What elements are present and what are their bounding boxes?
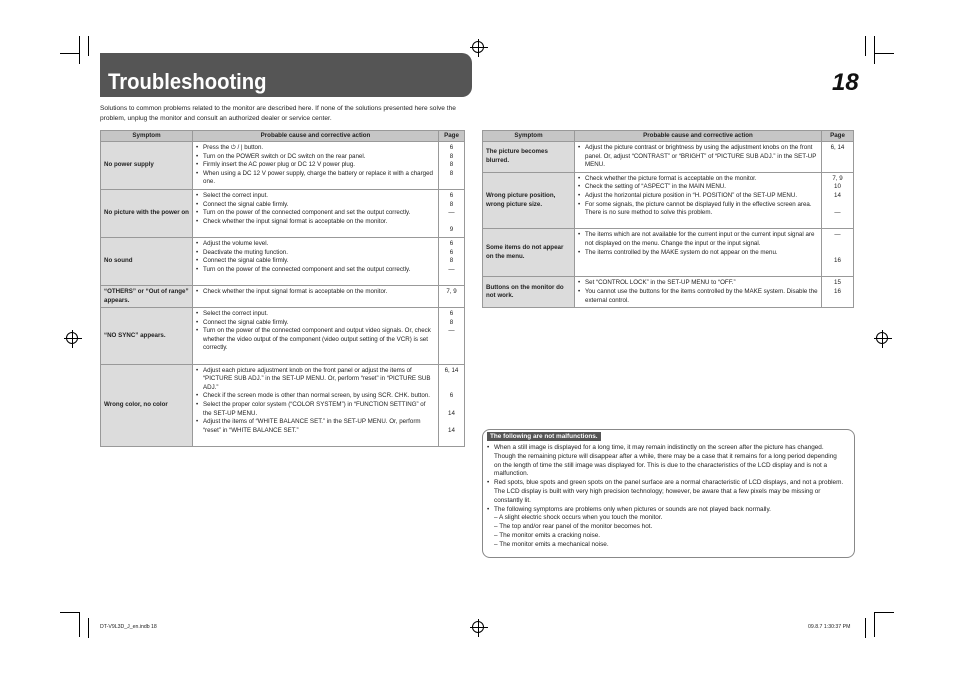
cause-cell: [193, 237, 439, 285]
cause-item: • Select the proper color system (“COLOR SYSTEM”) in “FUNCTION SETTING” of the SET-UP MENU.: [196, 401, 435, 418]
table-row: [101, 237, 465, 285]
crop-mark: [79, 36, 80, 64]
note-item: • When a still image is displayed for a long time, it may remain indistinctly on the screen after the picture has changed. Though the remaining picture will disappear after a while, there may be a case that it remains for a long period depending on the length of time the still image was displayed for. This is due to the characteristics of the LCD display and is not a malfunction.: [487, 444, 845, 479]
crop-mark: [865, 36, 866, 56]
page-ref: [442, 384, 461, 393]
table-row: [483, 172, 854, 229]
page-ref: [825, 249, 850, 258]
crop-mark: [60, 53, 80, 54]
page-ref: 8: [449, 152, 454, 160]
symptom-header: Symptom: [101, 131, 193, 142]
cause-item: • Adjust each picture adjustment knob on the front panel or adjust the items of “PICTURE SUB ADJ.” in the SET-UP MENU. Or, perform “reset” in “PICTURE SUB ADJ.”: [196, 367, 435, 393]
symptom-cell: Wrong color, no color: [101, 364, 193, 446]
page-ref: —: [834, 231, 841, 239]
crop-mark: [874, 612, 894, 613]
note-item: • The following symptoms are problems only when pictures or sounds are not played back normally.: [487, 506, 845, 515]
page-ref: 8: [449, 318, 454, 326]
cause-item: • Adjust the volume level.: [196, 240, 435, 249]
table-row: [101, 189, 465, 237]
footer-timestamp: 09.8.7 1:30:37 PM: [808, 624, 851, 630]
page-ref: 16: [834, 287, 841, 295]
cause-cell: [193, 189, 439, 237]
page-ref: —: [448, 209, 455, 217]
page-ref: 8: [449, 169, 454, 177]
page-ref: 14: [834, 191, 841, 199]
symptom-cell: The picture becomes blurred.: [483, 142, 575, 173]
cause-item: • Check whether the input signal format is acceptable on the monitor.: [196, 288, 435, 297]
page-ref: [825, 161, 850, 170]
page-header: Page: [439, 131, 465, 142]
page-ref: 7, 9: [832, 174, 843, 182]
page-ref: —: [448, 327, 455, 335]
cause-item: • Firmly insert the AC power plug or DC 12 V power plug.: [196, 161, 435, 170]
page-ref: [442, 375, 461, 384]
cause-item: • Adjust the picture contrast or brightness by using the adjustment knobs on the front panel. Or, adjust “CONTRAST” or “BRIGHT” of “PICTURE SUB ADJ.” in the SET-UP MENU.: [578, 144, 818, 170]
page-ref: 7, 9: [446, 287, 457, 295]
crop-mark: [88, 36, 89, 56]
page-title: Troubleshooting: [108, 69, 267, 94]
cause-item: • Connect the signal cable firmly.: [196, 201, 435, 210]
table-row: [483, 277, 854, 308]
page-ref: 6: [449, 248, 454, 256]
cause-item: • Set “CONTROL LOCK” in the SET-UP MENU to “OFF.”: [578, 279, 818, 288]
cause-item: • For some signals, the picture cannot be displayed fully in the effective screen area. There is no sure method to solve this problem.: [578, 201, 818, 218]
symptom-cell: “NO SYNC” appears.: [101, 308, 193, 365]
crop-mark: [874, 36, 875, 64]
cause-cell: [575, 229, 822, 277]
note-sub-item: – The top and/or rear panel of the monitor becomes hot.: [494, 523, 653, 531]
cause-item: • Connect the signal cable firmly.: [196, 319, 435, 328]
symptom-cell: No sound: [101, 237, 193, 285]
page-ref: [825, 297, 850, 306]
page-ref: [442, 336, 461, 345]
cause-item: • Deactivate the muting function.: [196, 249, 435, 258]
page-ref-cell: [439, 142, 465, 190]
cause-item: • Check whether the input signal format is acceptable on the monitor.: [196, 218, 435, 227]
crop-mark: [88, 618, 89, 638]
page-ref: 6: [449, 191, 454, 199]
page-ref: [442, 353, 461, 362]
page-ref-cell: [822, 277, 854, 308]
registration-mark: [472, 621, 484, 633]
table-row: [101, 142, 465, 190]
note-sub-item: – A slight electric shock occurs when you touch the monitor.: [494, 514, 663, 522]
cause-item: • Turn on the power of the connected component and set the output correctly.: [196, 266, 435, 275]
crop-mark: [79, 612, 80, 637]
page-ref: [442, 218, 461, 227]
symptom-cell: “OTHERS” or “Out of range” appears.: [101, 285, 193, 307]
page-number: 18: [832, 69, 859, 96]
crop-mark: [60, 612, 80, 613]
page-ref: 6, 14: [444, 366, 459, 374]
symptom-cell: Wrong picture position, wrong picture size.: [483, 172, 575, 229]
page-ref-cell: [822, 142, 854, 173]
page-ref-cell: [439, 308, 465, 365]
page-ref: 14: [448, 426, 455, 434]
cause-item: • Adjust the horizontal picture position in “H. POSITION” of the SET-UP MENU.: [578, 192, 818, 201]
troubleshooting-table-left: [100, 130, 465, 447]
registration-mark: [472, 41, 484, 53]
page-ref: [442, 274, 461, 283]
cause-cell: [193, 308, 439, 365]
cause-item: • Turn on the power of the connected component and output video signals. Or, check whether the video output of the component (video output setting of the VCR) is set correctly.: [196, 327, 435, 353]
page-ref: [825, 266, 850, 275]
cause-item: • Turn on the power of the connected component and set the output correctly.: [196, 209, 435, 218]
cause-item: • Adjust the items of “WHITE BALANCE SET.” in the SET-UP MENU. Or, perform “reset” in “WHITE BALANCE SET.”: [196, 418, 435, 435]
crop-mark: [865, 618, 866, 638]
note-sub-item: – The monitor emits a mechanical noise.: [494, 540, 609, 548]
page-ref: [442, 418, 461, 427]
cause-cell: [193, 364, 439, 446]
cause-item: • Press the ⏻ / | button.: [196, 144, 435, 153]
page-ref: 6, 14: [830, 144, 845, 151]
cause-item: • Check whether the picture format is acceptable on the monitor.: [578, 175, 818, 184]
symptom-cell: Buttons on the monitor do not work.: [483, 277, 575, 308]
page-ref-cell: [439, 189, 465, 237]
table-row: [483, 142, 854, 173]
page-ref-cell: [439, 364, 465, 446]
page-ref: [825, 153, 850, 162]
symptom-header: Symptom: [483, 131, 575, 142]
page-ref: 9: [449, 226, 454, 234]
symptom-cell: No power supply: [101, 142, 193, 190]
page-ref-cell: [439, 285, 465, 307]
table-row: [101, 364, 465, 446]
footer-file-info: DT-V9L3D_J_en.indb 18: [100, 624, 157, 630]
page-ref: 6: [449, 239, 454, 247]
symptom-cell: No picture with the power on: [101, 189, 193, 237]
page-ref: 14: [448, 409, 455, 417]
page-ref: [825, 201, 850, 210]
cause-item: • You cannot use the buttons for the items controlled by the MAKE system. Disable the external control.: [578, 288, 818, 305]
page-ref: [825, 218, 850, 227]
cause-item: • The items which are not available for the current input or the current input signal are not displayed on the menu. Change the input or the input signal.: [578, 231, 818, 248]
cause-cell: [193, 142, 439, 190]
symptom-cell: Some items do not appear on the menu.: [483, 229, 575, 277]
note-sub-item: – The monitor emits a cracking noise.: [494, 531, 601, 539]
crop-mark: [874, 612, 875, 637]
page-ref-cell: [822, 229, 854, 277]
cause-item: • Check if the screen mode is other than normal screen, by using SCR. CHK. button.: [196, 392, 435, 401]
cause-item: • The items controlled by the MAKE system do not appear on the menu.: [578, 249, 818, 258]
page-ref: [442, 344, 461, 353]
page-ref: 16: [834, 257, 841, 265]
page-ref: [442, 435, 461, 444]
page-ref: 8: [449, 161, 454, 169]
registration-mark: [66, 332, 78, 344]
cause-header: Probable cause and corrective action: [575, 131, 822, 142]
cause-item: • Select the correct input.: [196, 310, 435, 319]
note-item: • Red spots, blue spots and green spots on the panel surface are a normal characteristic of LCD displays, and not a problem. The LCD display is built with very high precision technology; however, be aware that a few pixels may be missing or constantly lit.: [487, 479, 845, 505]
cause-item: • When using a DC 12 V power supply, charge the battery or replace it with a charged one.: [196, 170, 435, 187]
page-header: Page: [822, 131, 854, 142]
table-row: [101, 308, 465, 365]
page-ref: 8: [449, 200, 454, 208]
page-ref: 6: [449, 310, 454, 318]
cause-item: • Turn on the POWER switch or DC switch on the rear panel.: [196, 153, 435, 162]
page-ref: 8: [449, 257, 454, 265]
page-ref: —: [834, 209, 841, 217]
intro-text: Solutions to common problems related to the monitor are described here. If none of the solutions presented here solve the problem, unplug the monitor and consult an authorized dealer or service center.: [100, 105, 456, 122]
page-ref: [442, 178, 461, 187]
cause-header: Probable cause and corrective action: [193, 131, 439, 142]
page-ref: 10: [834, 183, 841, 191]
page-ref: [442, 401, 461, 410]
page-ref: 15: [834, 279, 841, 287]
cause-item: • Connect the signal cable firmly.: [196, 257, 435, 266]
page-ref: —: [448, 265, 455, 273]
troubleshooting-table-right: [482, 130, 854, 308]
page-ref: 6: [449, 144, 454, 151]
cause-cell: [575, 142, 822, 173]
registration-mark: [876, 332, 888, 344]
crop-mark: [874, 53, 894, 54]
cause-cell: [575, 172, 822, 229]
note-body: [487, 444, 845, 550]
table-row: [483, 229, 854, 277]
page-ref: 6: [449, 392, 454, 400]
cause-item: • Check the setting of “ASPECT” in the MAIN MENU.: [578, 183, 818, 192]
table-row: [101, 285, 465, 307]
page-ref-cell: [439, 237, 465, 285]
note-heading: The following are not malfunctions.: [487, 432, 601, 441]
page-ref: [825, 240, 850, 249]
cause-cell: [193, 285, 439, 307]
page-ref-cell: [822, 172, 854, 229]
cause-item: • Select the correct input.: [196, 192, 435, 201]
cause-cell: [575, 277, 822, 308]
